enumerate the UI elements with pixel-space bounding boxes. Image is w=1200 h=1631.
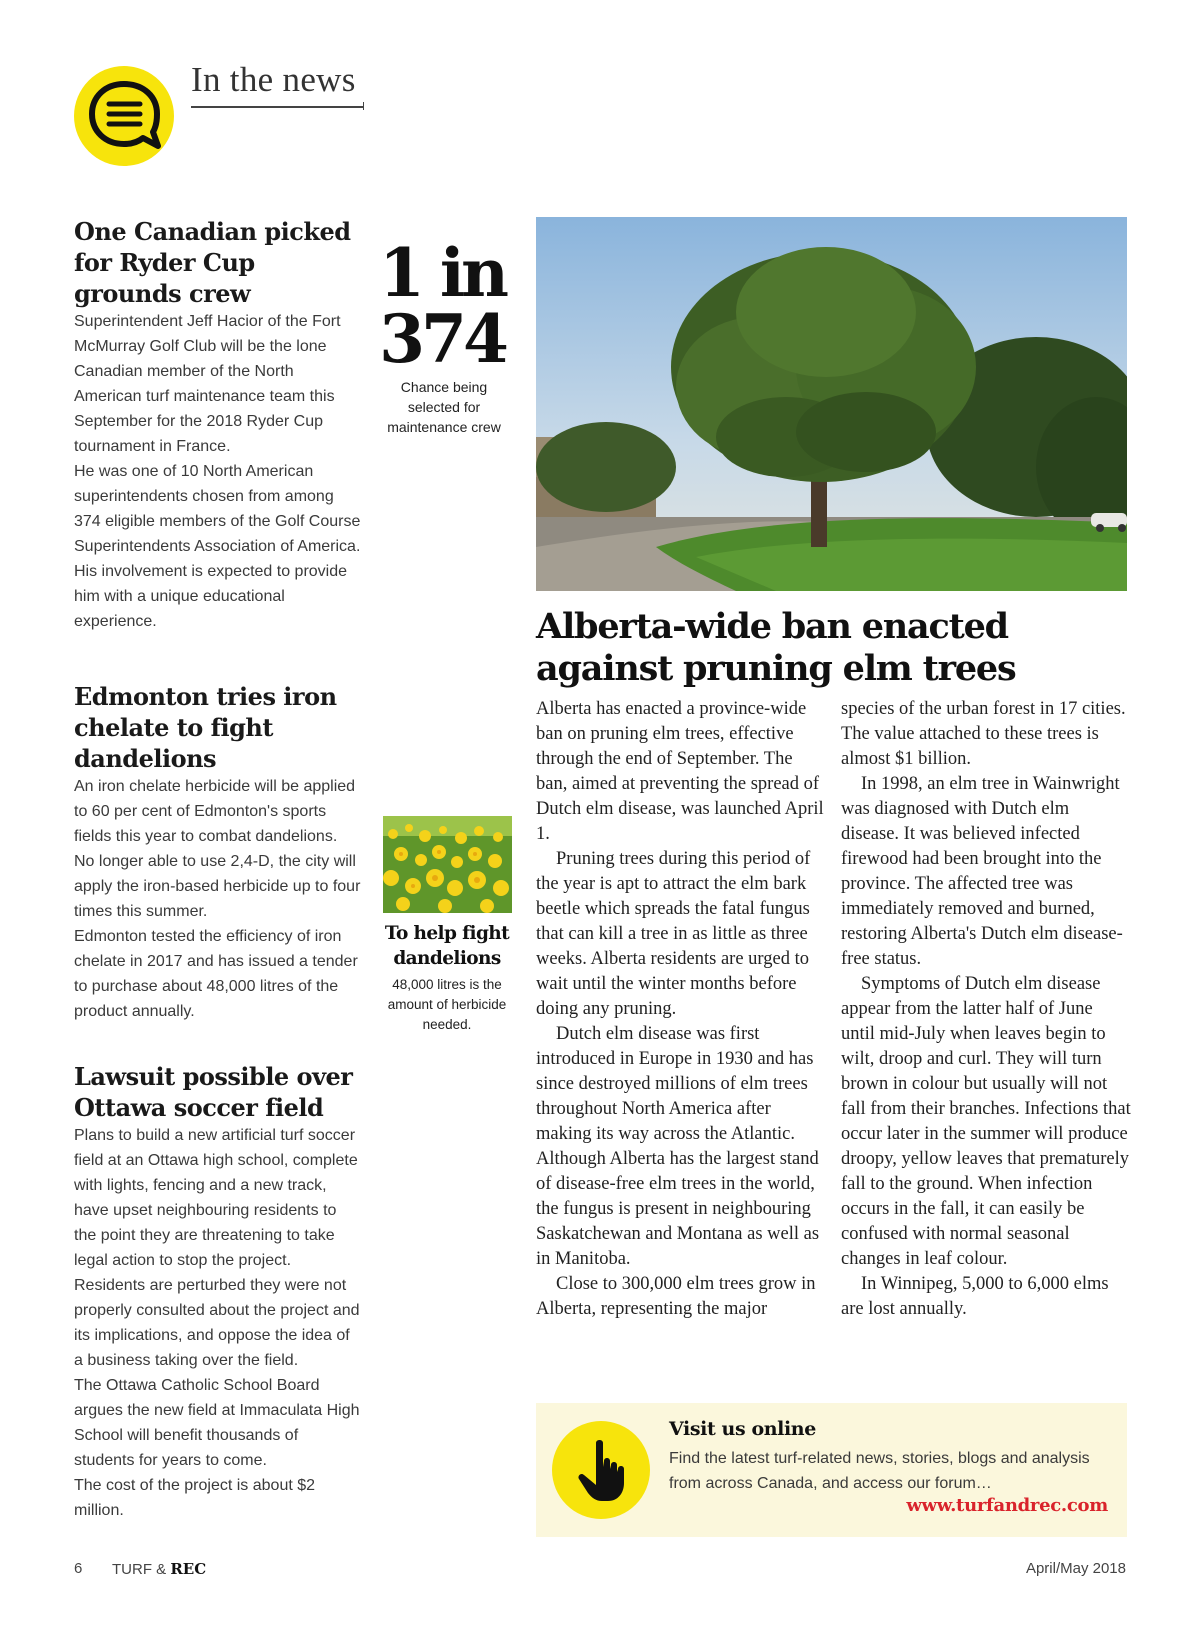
sidebar-caption: 48,000 litres is the amount of herbicide needed.: [387, 977, 507, 1032]
website-link[interactable]: www.turfandrec.com: [906, 1495, 1108, 1516]
story-headline: Lawsuit possible over Ottawa soccer field: [74, 1062, 353, 1122]
story-paragraph: His involvement is expected to provide him with a unique educational experience.: [74, 563, 348, 630]
stat-line-1: 1 in: [379, 234, 505, 312]
feature-paragraph: Dutch elm disease was first introduced in Europe in 1930 and has since destroyed millions of elm trees throughout North America after making its way across the Atlantic. Although Alberta has the largest stand of disease-free elm trees in the world, the fungus is present in neighbouring Saskatchewan and Montana as well as in Manitoba.: [536, 1024, 820, 1269]
story-headline: Edmonton tries iron chelate to fight dandelions: [74, 682, 337, 773]
feature-paragraph: species of the urban forest in 17 cities. The value attached to these trees is almost $1 billion.: [841, 699, 1126, 769]
sidebar-headline: To help fight dandelions: [384, 923, 510, 969]
story-paragraph: Edmonton tested the efficiency of iron chelate in 2017 and has issued a tender to purchase about 48,000 litres of the product annually.: [74, 928, 358, 1020]
feature-paragraph: Symptoms of Dutch elm disease appear from the latter half of June until mid-July when leaves begin to wilt, droop and curl. They will turn brown in colour but usually will not fall from their branches. Infections that occur later in the summer will produce droopy, yellow leaves that prematurely fall to the ground. When infection occurs in the fall, it can easily be confused with normal seasonal changes in leaf colour.: [841, 974, 1131, 1269]
stat-line-2: 374: [379, 300, 505, 378]
chat-bubble-menu-icon: [74, 66, 174, 166]
feature-paragraph: In Winnipeg, 5,000 to 6,000 elms are lost annually.: [841, 1274, 1109, 1319]
story-paragraph: Superintendent Jeff Hacior of the Fort McMurray Golf Club will be the lone Canadian member of the North American turf maintenance team this September for the 2018 Ryder Cup tournament in France.: [74, 313, 341, 455]
story-ryder-cup: [74, 216, 362, 634]
story-paragraph: Plans to build a new artificial turf soccer field at an Ottawa high school, complete with lights, fencing and a new track, have upset neighbouring residents to the point they are threatening to take legal action to stop the project.: [74, 1127, 358, 1269]
story-paragraph: The Ottawa Catholic School Board argues the new field at Immaculata High School will benefit thousands of students for years to come.: [74, 1377, 360, 1469]
feature-paragraph: Alberta has enacted a province-wide ban on pruning elm trees, effective through the end of September. The ban, aimed at preventing the spread of Dutch elm disease, was launched April 1.: [536, 699, 824, 844]
feature-headline: Alberta-wide ban enacted against pruning elm trees: [536, 606, 1016, 689]
feature-column-2: [841, 697, 1131, 1322]
story-paragraph: No longer able to use 2,4-D, the city will apply the iron-based herbicide up to four times this summer.: [74, 853, 361, 920]
brand-bold: REC: [170, 1560, 207, 1578]
visit-title: Visit us online: [669, 1418, 816, 1440]
section-title-rule: [191, 106, 363, 108]
story-headline: One Canadian picked for Ryder Cup grounds crew: [74, 217, 351, 308]
story-edmonton: [74, 681, 362, 1024]
visit-body: Find the latest turf-related news, stories, blogs and analysis from across Canada, and access our forum…: [669, 1450, 1090, 1492]
issue-date: April/May 2018: [1025, 1560, 1126, 1577]
news-badge: [74, 66, 174, 166]
story-paragraph: The cost of the project is about $2 million.: [74, 1477, 316, 1519]
story-paragraph: Residents are perturbed they were not properly consulted about the project and its implications, and oppose the idea of a business taking over the field.: [74, 1277, 360, 1369]
feature-paragraph: In 1998, an elm tree in Wainwright was diagnosed with Dutch elm disease. It was believed infected firewood had been brought into the province. The affected tree was immediately removed and burned, restoring Alberta's Dutch elm disease-free status.: [841, 774, 1123, 969]
section-title: In the news: [191, 60, 356, 99]
feature-column-1: [536, 697, 826, 1322]
feature-paragraph: Pruning trees during this period of the year is apt to attract the elm bark beetle which spreads the fatal fungus that can kill a tree in as little as three weeks. Alberta residents are urged to wait until the winter months before doing any pruning.: [536, 849, 811, 1019]
story-paragraph: He was one of 10 North American superintendents chosen from among 374 eligible members of the Golf Course Superintendents Association of America.: [74, 463, 361, 555]
stat-caption: Chance being selected for maintenance crew: [387, 379, 501, 435]
dandelion-photo: [383, 816, 512, 913]
brand-prefix: TURF &: [112, 1561, 171, 1578]
pointing-hand-icon: [552, 1421, 650, 1519]
feature-paragraph: Close to 300,000 elm trees grow in Alberta, representing the major: [536, 1274, 816, 1319]
story-ottawa: [74, 1061, 362, 1523]
elm-tree-photo: [536, 217, 1127, 591]
magazine-brand: [112, 1560, 206, 1578]
page-number: 6: [74, 1560, 83, 1577]
story-paragraph: An iron chelate herbicide will be applied to 60 per cent of Edmonton's sports fields this year to combat dandelions.: [74, 778, 356, 845]
